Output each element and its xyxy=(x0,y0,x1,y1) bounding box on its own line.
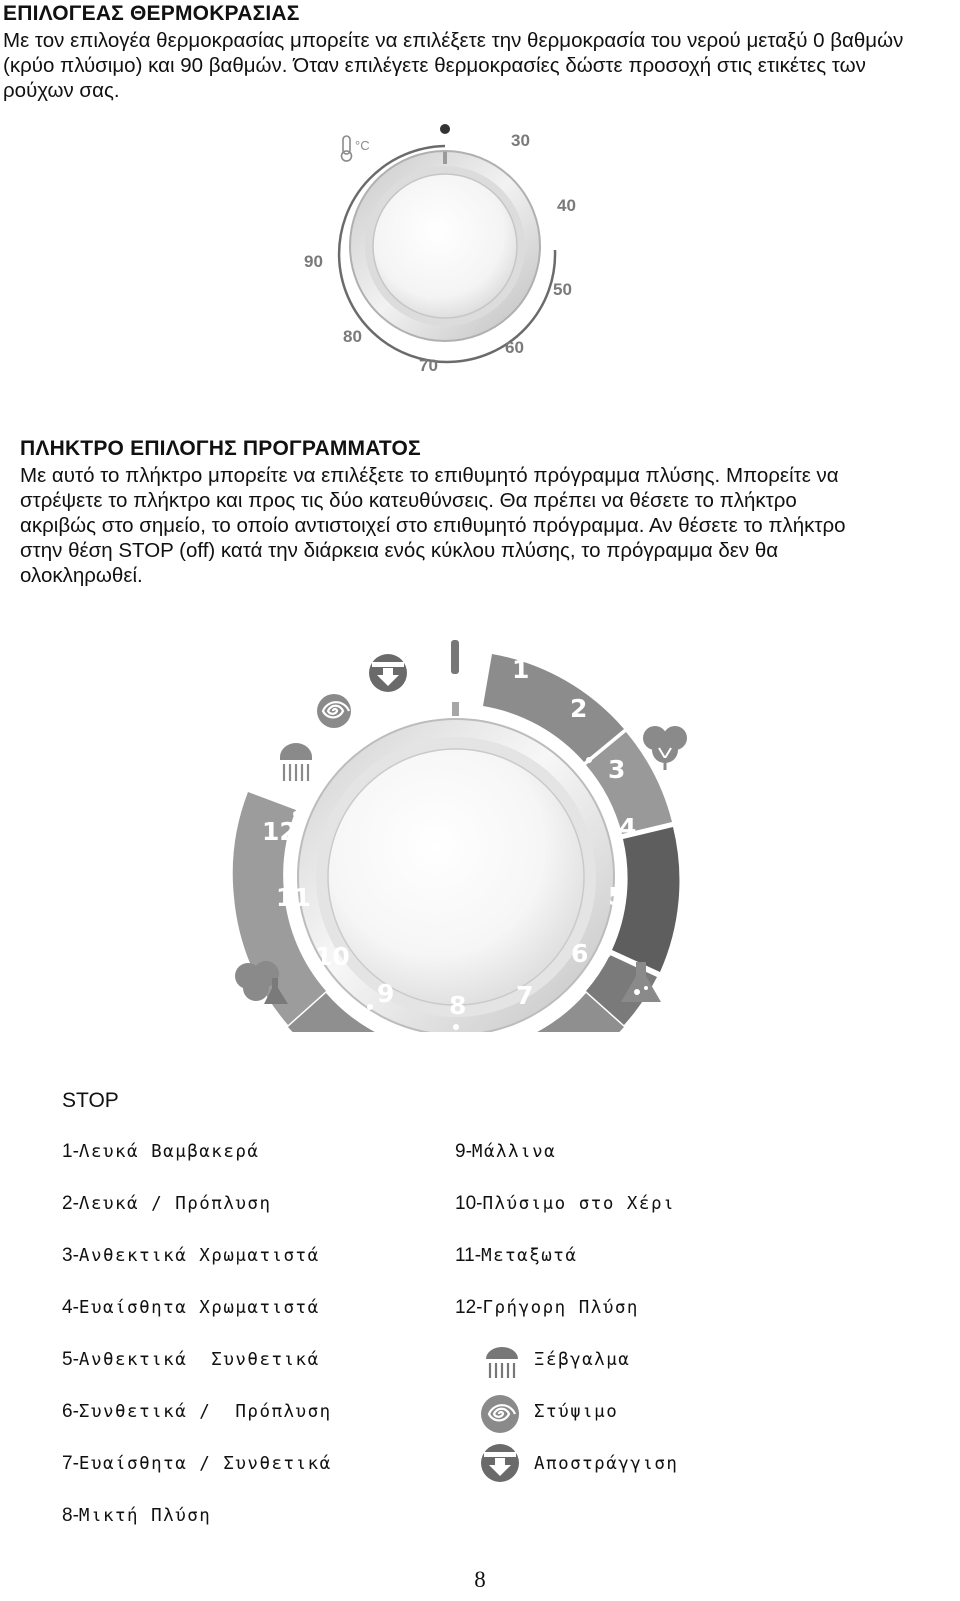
program-description xyxy=(20,463,908,588)
legend-item-drain xyxy=(534,1453,678,1475)
page-number: 8 xyxy=(474,1567,486,1592)
rinse-icon xyxy=(280,743,312,781)
legend-label: Ευαίσθητα Χρωματιστά xyxy=(78,1298,320,1318)
legend-label: Μεταξωτά xyxy=(481,1246,578,1266)
legend-label: Ανθεκτικά Χρωματιστά xyxy=(78,1246,320,1266)
legend-item-2 xyxy=(62,1193,271,1215)
cotton-icon xyxy=(643,726,687,770)
stop-position-mark xyxy=(451,640,459,674)
legend-number: 4- xyxy=(62,1297,79,1318)
legend-item-10 xyxy=(455,1193,675,1215)
legend-label: Ευαίσθητα / Συνθετικά xyxy=(78,1454,332,1474)
temperature-mark-60: 60 xyxy=(505,338,524,357)
legend-item-11 xyxy=(455,1245,577,1267)
program-description-line: στρέψετε το πλήκτρο και προς τις δύο κατευθύνσεις. Θα πρέπει να θέσετε το πλήκτρο xyxy=(20,489,797,512)
legend-number: 6- xyxy=(62,1401,79,1422)
legend-number: 11- xyxy=(455,1245,482,1266)
legend-item-rinse xyxy=(534,1349,630,1371)
knob-pointer-icon xyxy=(452,702,459,716)
temperature-description-line: Με τον επιλογέα θερμοκρασίας μπορείτε να επιλέξετε την θερμοκρασία του νερού μεταξύ 0 βαθμών xyxy=(3,29,904,52)
program-number-7: 7 xyxy=(516,981,534,1010)
program-description-line: στην θέση STOP (off) κατά την διάρκεια ενός κύκλου πλύσης, το πρόγραμμα δεν θα xyxy=(20,539,779,562)
program-description-line: ακριβώς στο σημείο, το οποίο αντιστοιχεί στο επιθυμητό πρόγραμμα. Αν θέσετε το πλήκτρο xyxy=(20,514,846,537)
legend-label: Συνθετικά / Πρόπλυση xyxy=(78,1402,332,1422)
temperature-mark-70: 70 xyxy=(419,356,438,375)
program-number-12: 12 xyxy=(262,817,297,846)
temperature-heading: ΕΠΙΛΟΓΕΑΣ ΘΕΡΜΟΚΡΑΣΙΑΣ xyxy=(3,2,300,25)
program-description-line: ολοκληρωθεί. xyxy=(20,564,143,587)
legend-item-12 xyxy=(455,1297,639,1319)
legend-item-7 xyxy=(62,1453,332,1475)
program-number-4: 4 xyxy=(619,813,637,842)
program-number-5: 5 xyxy=(608,882,626,911)
legend-number: 2- xyxy=(62,1193,79,1214)
program-heading: ΠΛΗΚΤΡΟ ΕΠΙΛΟΓΗΣ ΠΡΟΓΡΑΜΜΑΤΟΣ xyxy=(20,437,421,460)
legend-number: 1- xyxy=(62,1141,79,1162)
legend-item-9 xyxy=(455,1141,556,1163)
temperature-mark-80: 80 xyxy=(343,327,362,346)
legend-item-4 xyxy=(62,1297,320,1319)
program-number-11: 11 xyxy=(276,883,311,912)
temperature-description-line: (κρύο πλύσιμο) και 90 βαθμών. Όταν επιλέγετε θερμοκρασίες δώστε προσοχή στις ετικέτες των xyxy=(3,54,866,77)
program-knob-face xyxy=(328,749,584,1005)
temperature-mark-90: 90 xyxy=(304,252,323,271)
legend-stop: STOP xyxy=(62,1089,119,1112)
legend-number: 9- xyxy=(455,1141,472,1162)
program-number-8: 8 xyxy=(449,991,467,1020)
spin-icon xyxy=(480,1394,520,1434)
program-number-6: 6 xyxy=(571,939,589,968)
program-number-3: 3 xyxy=(608,755,626,784)
legend-number: 7- xyxy=(62,1453,79,1474)
legend-number: 8- xyxy=(62,1505,79,1526)
temperature-mark-50: 50 xyxy=(553,280,572,299)
program-description-line: Με αυτό το πλήκτρο μπορείτε να επιλέξετε το επιθυμητό πρόγραμμα πλύσης. Μπορείτε να xyxy=(20,464,839,487)
legend-number: 5- xyxy=(62,1349,79,1370)
temperature-dial[interactable] xyxy=(290,118,620,388)
program-dial[interactable] xyxy=(220,632,700,1032)
legend-label: Λευκά / Πρόπλυση xyxy=(78,1194,272,1214)
legend-label: Αποστράγγιση xyxy=(534,1454,679,1474)
knob-pointer-icon xyxy=(443,152,447,164)
program-number-9: 9 xyxy=(377,979,395,1008)
temperature-knob-face xyxy=(373,174,517,318)
legend-label: Μάλλινα xyxy=(471,1142,557,1162)
legend-number: 3- xyxy=(62,1245,79,1266)
legend-item-8 xyxy=(62,1505,211,1527)
rinse-icon xyxy=(484,1346,520,1380)
program-number-1: 1 xyxy=(512,655,530,684)
legend-item-1 xyxy=(62,1141,259,1163)
program-number-2: 2 xyxy=(570,694,588,723)
legend-label: Στύψιμο xyxy=(534,1402,619,1422)
legend-label: Λευκά Βαμβακερά xyxy=(78,1142,260,1162)
legend-item-6 xyxy=(62,1401,332,1423)
thermometer-icon xyxy=(342,136,352,161)
legend-number: 10- xyxy=(455,1193,483,1214)
temperature-description xyxy=(3,28,943,103)
legend-label: Γρήγορη Πλύση xyxy=(482,1298,639,1318)
temperature-description-line: ρούχων σας. xyxy=(3,79,120,102)
spin-icon xyxy=(317,694,351,728)
cold-wash-dot xyxy=(440,124,450,134)
legend-label: Μικτή Πλύση xyxy=(78,1506,212,1526)
temperature-unit: °C xyxy=(355,138,370,153)
legend-item-3 xyxy=(62,1245,320,1267)
drain-icon xyxy=(369,654,407,692)
legend-label: Πλύσιμο στο Χέρι xyxy=(482,1194,676,1214)
legend-item-spin xyxy=(534,1401,618,1423)
legend-item-5 xyxy=(62,1349,320,1371)
temperature-mark-30: 30 xyxy=(511,131,530,150)
legend-number: 12- xyxy=(455,1297,483,1318)
temperature-mark-40: 40 xyxy=(557,196,576,215)
program-number-10: 10 xyxy=(315,942,350,971)
drain-icon xyxy=(480,1443,520,1483)
legend-label: Ανθεκτικά Συνθετικά xyxy=(78,1350,320,1370)
legend-label: Ξέβγαλμα xyxy=(534,1350,631,1370)
